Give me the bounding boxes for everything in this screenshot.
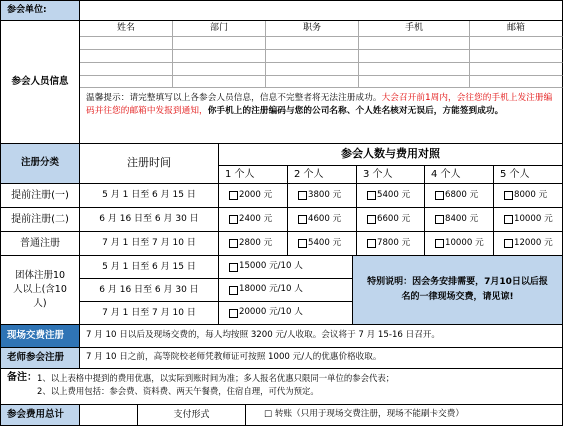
attendee-input-cell[interactable] xyxy=(266,76,359,88)
fee-price-label: 8400 元 xyxy=(445,213,479,224)
teacher-text: 7 月 10 日之前，高等院校老师凭教师证可按照 1000 元/人的优惠价格收取。 xyxy=(80,348,563,369)
checkbox-icon[interactable] xyxy=(229,239,238,248)
fee-price-label: 12000 元 xyxy=(514,237,553,248)
fee-price-option[interactable] xyxy=(425,184,494,208)
fee-price-option[interactable] xyxy=(357,232,425,256)
checkbox-icon[interactable] xyxy=(367,239,376,248)
fee-price-label: 5400 元 xyxy=(377,189,411,200)
group-price-label: 20000 元/10 人 xyxy=(239,307,303,318)
group-row-period: 6 月 16 日至 6 月 30 日 xyxy=(80,279,219,302)
attendee-input-cell[interactable] xyxy=(173,63,266,76)
total-amount[interactable] xyxy=(80,405,138,426)
group-row-period: 7 月 1 日至 7 月 10 日 xyxy=(80,302,219,325)
remark-item: 2、以上费用包括：参会费、资料费、两天午餐费，住宿自理，可代为预定。 xyxy=(37,386,319,397)
checkbox-icon[interactable] xyxy=(367,215,376,224)
attendee-input-cell[interactable] xyxy=(359,76,470,88)
fee-price-option[interactable] xyxy=(494,208,563,232)
checkbox-icon[interactable] xyxy=(435,215,444,224)
payment-method-label: 支付形式 xyxy=(138,405,246,426)
attendee-input-cell[interactable] xyxy=(173,37,266,50)
remarks-box xyxy=(0,369,563,405)
fee-price-label: 2000 元 xyxy=(239,189,273,200)
attendee-input-cell[interactable] xyxy=(470,63,563,76)
onsite-label: 现场交费注册 xyxy=(0,325,80,348)
attendee-input-cell[interactable] xyxy=(80,76,173,88)
attendee-input-cell[interactable] xyxy=(266,63,359,76)
checkbox-icon[interactable] xyxy=(229,191,238,200)
checkbox-icon[interactable] xyxy=(229,286,238,295)
fee-price-option[interactable] xyxy=(288,208,357,232)
person-count-2: 2 个人 xyxy=(288,166,357,184)
notice-box xyxy=(80,88,563,144)
checkbox-icon[interactable] xyxy=(229,263,238,272)
attendee-input-cell[interactable] xyxy=(359,37,470,50)
fee-price-option[interactable] xyxy=(219,232,288,256)
notice-lead: 温馨提示：请完整填写以上各参会人员信息，信息不完整者将无法注册成功。 xyxy=(86,93,382,103)
attendee-header-title: 职务 xyxy=(266,21,359,37)
checkbox-icon[interactable] xyxy=(229,215,238,224)
fee-row-category: 提前注册(二) xyxy=(0,208,80,232)
payment-method-option[interactable]: □ 转账（只用于现场交费注册，现场不能刷卡交费） xyxy=(246,405,563,426)
attendee-header-phone: 手机 xyxy=(359,21,470,37)
fee-price-label: 6600 元 xyxy=(377,213,411,224)
fee-price-label: 2400 元 xyxy=(239,213,273,224)
person-count-4: 4 个人 xyxy=(425,166,494,184)
fee-price-label: 3800 元 xyxy=(308,189,342,200)
group-row-period: 5 月 1 日至 6 月 15 日 xyxy=(80,256,219,279)
fee-price-label: 4600 元 xyxy=(308,213,342,224)
remarks-label: 备注： xyxy=(7,372,37,383)
fee-price-option[interactable] xyxy=(425,208,494,232)
remark-item: 1、以上表格中提到的费用优惠，以实际到账时间为准；多人报名优惠只限同一单位的参会代表； xyxy=(37,373,395,383)
fee-price-label: 10000 元 xyxy=(445,237,484,248)
fee-row-category: 普通注册 xyxy=(0,232,80,256)
fee-price-option[interactable] xyxy=(219,184,288,208)
checkbox-icon[interactable] xyxy=(504,191,513,200)
attendee-input-cell[interactable] xyxy=(470,37,563,50)
checkbox-icon[interactable] xyxy=(504,239,513,248)
fee-price-option[interactable] xyxy=(494,184,563,208)
fee-price-option[interactable] xyxy=(357,208,425,232)
checkbox-icon[interactable] xyxy=(435,239,444,248)
checkbox-icon[interactable] xyxy=(229,309,238,318)
onsite-text: 7 月 10 日以后及现场交费的，每人均按照 3200 元/人收取。会议将于 7 月 15-16 日召开。 xyxy=(80,325,563,348)
attendee-input-cell[interactable] xyxy=(80,63,173,76)
group-special-note: 特别说明：因会务安排需要，7月10日以后报名的一律现场交费，请见谅! xyxy=(353,256,563,325)
attendee-input-cell[interactable] xyxy=(80,37,173,50)
fee-price-option[interactable] xyxy=(357,184,425,208)
fee-price-option[interactable] xyxy=(288,184,357,208)
group-price-label: 15000 元/10 人 xyxy=(239,261,303,272)
checkbox-icon[interactable] xyxy=(435,191,444,200)
checkbox-icon[interactable] xyxy=(298,239,307,248)
checkbox-icon[interactable] xyxy=(367,191,376,200)
fee-price-label: 2800 元 xyxy=(239,237,273,248)
attendee-input-cell[interactable] xyxy=(266,37,359,50)
attendee-input-cell[interactable] xyxy=(266,50,359,63)
fee-price-option[interactable] xyxy=(219,208,288,232)
fee-category-header: 注册分类 xyxy=(0,144,80,184)
notice-red: 大会召开前1周内，会往您的手机上发注册编码并往您的邮箱中发报到通知， xyxy=(86,93,553,117)
fee-price-label: 6800 元 xyxy=(445,189,479,200)
fee-row-category: 提前注册(一) xyxy=(0,184,80,208)
fee-row-period: 7 月 1 日至 7 月 10 日 xyxy=(80,232,219,256)
group-price-option[interactable] xyxy=(219,256,353,279)
attendee-header-name: 姓名 xyxy=(80,21,173,37)
fee-time-header: 注册时间 xyxy=(80,144,219,184)
person-count-1: 1 个人 xyxy=(219,166,288,184)
attendee-input-cell[interactable] xyxy=(359,50,470,63)
fee-row-period: 6 月 16 日至 6 月 30 日 xyxy=(80,208,219,232)
attendee-input-cell[interactable] xyxy=(173,50,266,63)
attendee-section-label: 参会人员信息 xyxy=(0,21,80,144)
fee-price-label: 5400 元 xyxy=(308,237,342,248)
fee-row-period: 5 月 1 日至 6 月 15 日 xyxy=(80,184,219,208)
attendee-header-dept: 部门 xyxy=(173,21,266,37)
checkbox-icon[interactable] xyxy=(504,215,513,224)
attendee-input-cell[interactable] xyxy=(470,76,563,88)
org-label: 参会单位: xyxy=(0,0,80,21)
checkbox-icon[interactable] xyxy=(298,191,307,200)
org-input[interactable] xyxy=(80,0,563,21)
fee-price-label: 7800 元 xyxy=(377,237,411,248)
attendee-input-cell[interactable] xyxy=(173,76,266,88)
fee-price-option[interactable] xyxy=(425,232,494,256)
group-category: 团体注册10人以上(含10人) xyxy=(0,256,80,325)
attendee-input-cell[interactable] xyxy=(80,50,173,63)
group-price-option[interactable] xyxy=(219,302,353,325)
attendee-input-cell[interactable] xyxy=(359,63,470,76)
fee-count-header: 参会人数与费用对照 xyxy=(219,144,563,166)
group-price-option[interactable] xyxy=(219,279,353,302)
attendee-header-email: 邮箱 xyxy=(470,21,563,37)
fee-price-option[interactable] xyxy=(288,232,357,256)
person-count-5: 5 个人 xyxy=(494,166,563,184)
teacher-label: 老师参会注册 xyxy=(0,348,80,369)
attendee-input-cell[interactable] xyxy=(470,50,563,63)
fee-price-option[interactable] xyxy=(494,232,563,256)
fee-price-label: 10000 元 xyxy=(514,213,553,224)
total-label: 参会费用总计 xyxy=(0,405,80,426)
checkbox-icon[interactable] xyxy=(298,215,307,224)
group-price-label: 18000 元/10 人 xyxy=(239,284,303,295)
fee-price-label: 8000 元 xyxy=(514,189,548,200)
person-count-3: 3 个人 xyxy=(357,166,425,184)
notice-tail: 你手机上的注册编码与您的公司名称、个人姓名核对无误后，方能签到成功。 xyxy=(207,106,504,117)
